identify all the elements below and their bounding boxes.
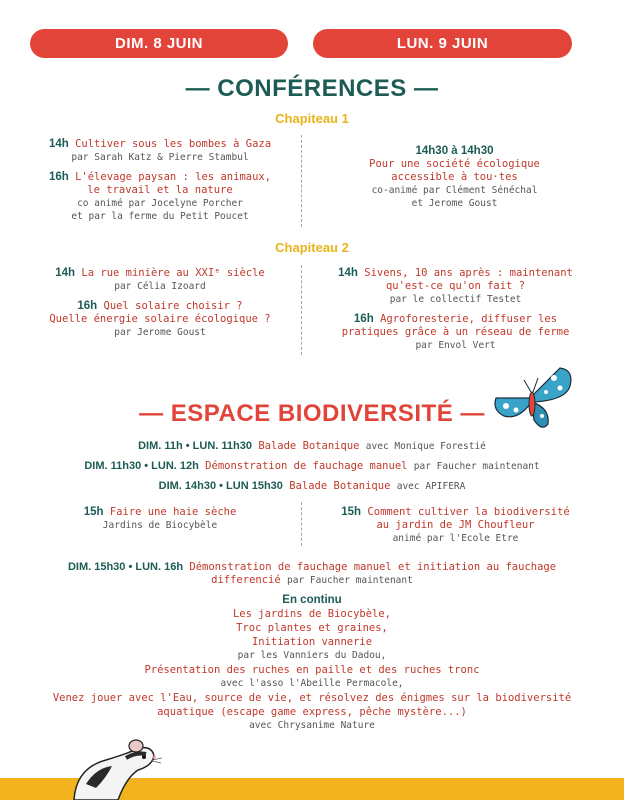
- chapiteau-2-left-column: [30, 267, 290, 339]
- schedule-line: DIM. 11h • LUN. 11h30 Balade Botanique avec Monique Forestié: [138, 440, 486, 452]
- biodiversite-right-column: 15h Comment cultiver la biodiversité au jardin de JM Choufleur animé par l'Ecole Etre: [341, 506, 570, 544]
- event-item: 16h Agroforesterie, diffuser les pratiques grâce à un réseau de ferme par Envol Vert: [341, 313, 570, 351]
- chapiteau-1-right-column: [312, 145, 597, 210]
- event-item: 14h Cultiver sous les bombes à Gaza par Sarah Katz & Pierre Stambul: [48, 138, 272, 163]
- event-item: 14h30 à 14h30 Pour une société écologique accessible à tou·tes co-animé par Clément Sénéchal et Jerome Goust: [369, 145, 540, 209]
- event-item: 14h Sivens, 10 ans après : maintenant qu'est-ce qu'on fait ? par le collectif Testet: [338, 267, 573, 305]
- chapiteau-2-label: Chapiteau 2: [275, 240, 349, 255]
- schedule-line-continued: differencié par Faucher maintenant: [211, 574, 413, 586]
- schedule-line: DIM. 15h30 • LUN. 16h Démonstration de fauchage manuel et initiation au fauchage: [67, 561, 557, 573]
- en-continu-block: En continu Les jardins de Biocybèle, Troc plantes et graines, Initiation vannerie par les Vanniers du Dadou, Présentation des ruches en paille et des ruches tronc avec l'asso l'Abeille Permacole, Venez jouer avec l'Eau, source de vie, et résolvez des énigmes sur la biodiversité aquatique (escape game express, pêche mystère...) avec Chrysanime Nature: [52, 594, 572, 731]
- biodiversite-title: — ESPACE BIODIVERSITÉ —: [139, 400, 485, 427]
- event-item: 16h L'élevage paysan : les animaux, le travail et la nature co animé par Jocelyne Porcher et par la ferme du Petit Poucet: [48, 171, 272, 222]
- event-item: 16h Quel solaire choisir ? Quelle énergie solaire écologique ? par Jerome Goust: [49, 300, 271, 338]
- en-continu-label: En continu: [282, 594, 342, 606]
- mouse-illustration: [66, 738, 162, 800]
- chapiteau-2-right-column: [308, 267, 603, 352]
- day-pill-monday: LUN. 9 JUIN: [313, 29, 572, 58]
- day-pill-sunday: DIM. 8 JUIN: [30, 29, 288, 58]
- schedule-line: DIM. 14h30 • LUN 15h30 Balade Botanique avec APIFERA: [158, 480, 466, 492]
- event-item: 14h La rue minière au XXIᵉ siècle par Célia Izoard: [55, 267, 265, 292]
- biodiversite-left-column: 15h Faire une haie sèche Jardins de Biocybèle: [83, 506, 237, 531]
- column-divider: [301, 502, 302, 546]
- column-divider: [301, 135, 302, 227]
- chapiteau-1-label: Chapiteau 1: [275, 111, 349, 126]
- chapiteau-1-left-column: [30, 138, 290, 223]
- schedule-line: DIM. 11h30 • LUN. 12h Démonstration de fauchage manuel par Faucher maintenant: [84, 460, 540, 472]
- column-divider: [301, 265, 302, 355]
- conferences-title: — CONFÉRENCES —: [185, 75, 439, 102]
